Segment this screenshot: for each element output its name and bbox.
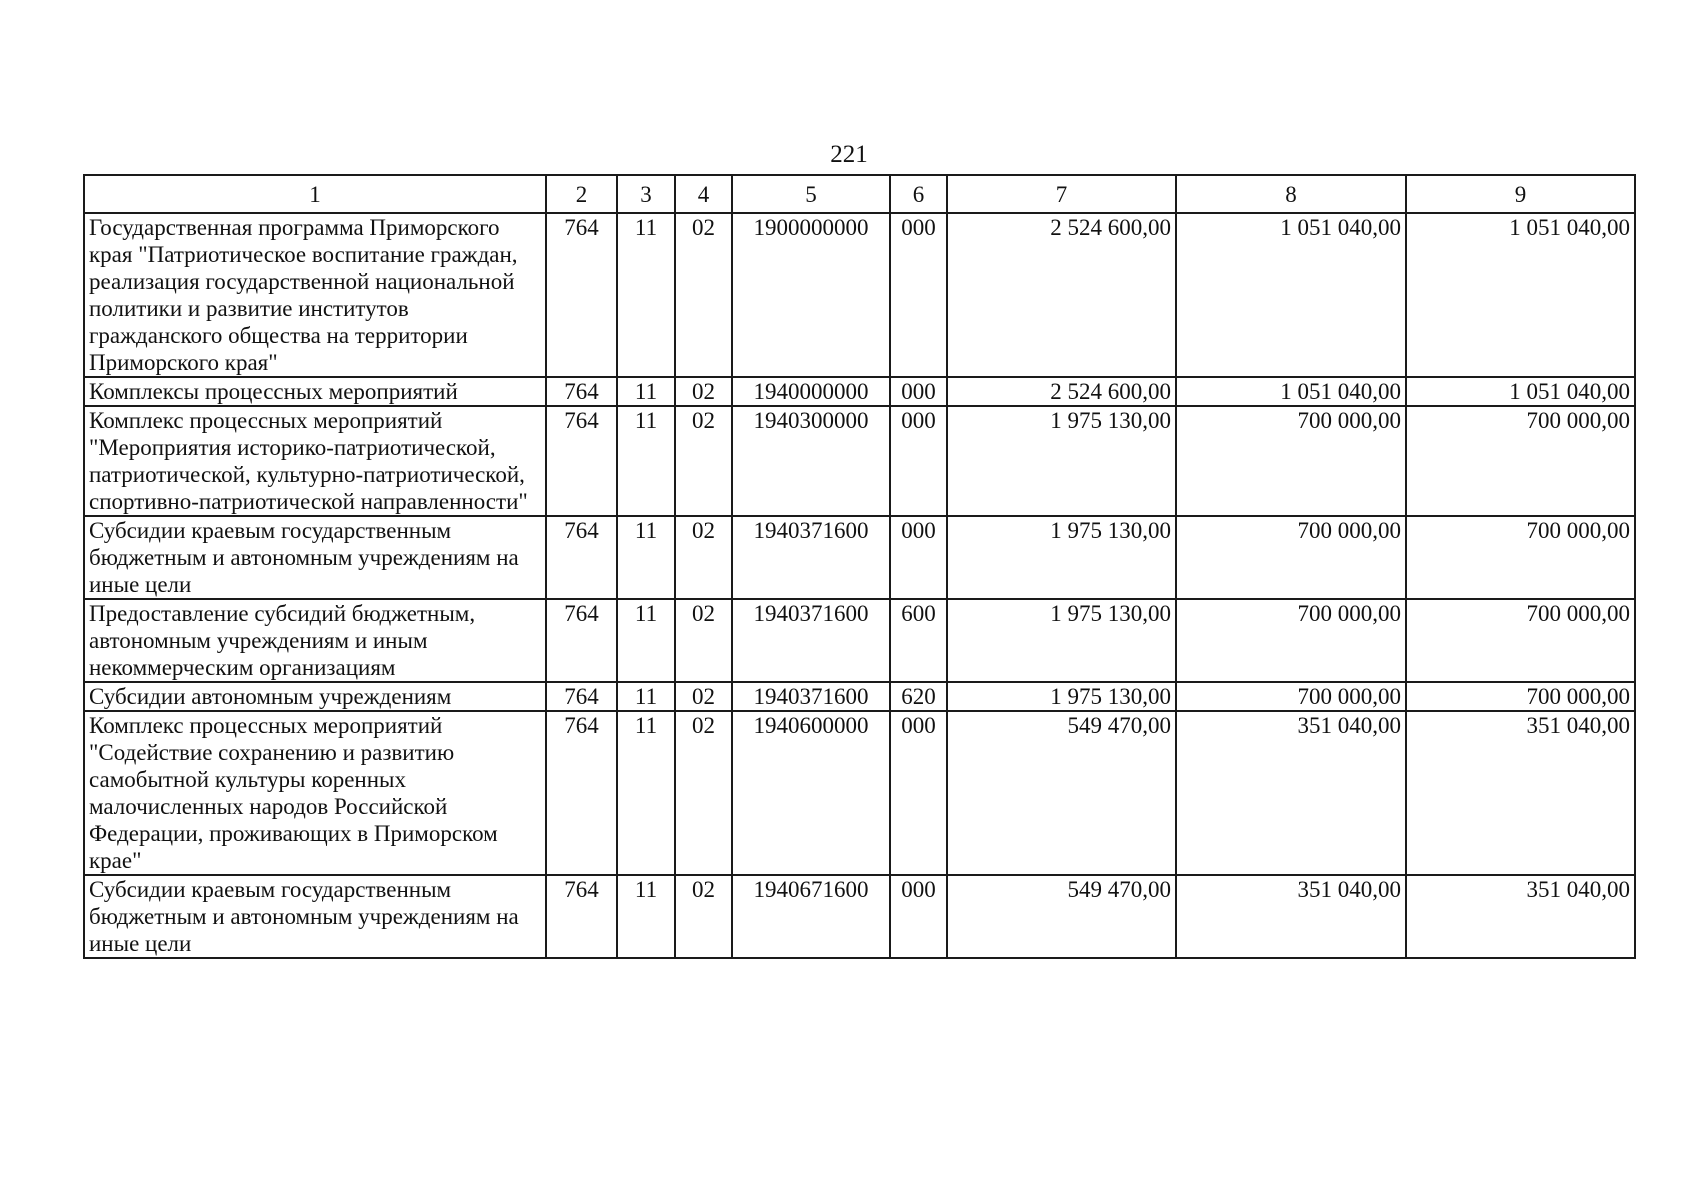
code-cell: 764 [546, 682, 617, 711]
code-cell: 1940300000 [732, 406, 890, 516]
code-cell: 000 [890, 711, 947, 875]
code-cell: 11 [617, 682, 675, 711]
code-cell: 764 [546, 406, 617, 516]
code-cell: 000 [890, 516, 947, 599]
code-cell: 000 [890, 377, 947, 406]
amount-cell: 700 000,00 [1406, 682, 1635, 711]
column-header: 7 [947, 175, 1176, 213]
code-cell: 764 [546, 213, 617, 377]
amount-cell: 700 000,00 [1176, 599, 1406, 682]
row-name: Комплексы процессных мероприятий [84, 377, 546, 406]
code-cell: 000 [890, 875, 947, 958]
amount-cell: 1 975 130,00 [947, 516, 1176, 599]
code-cell: 02 [675, 682, 732, 711]
budget-table [83, 174, 1636, 959]
code-cell: 1940671600 [732, 875, 890, 958]
code-cell: 02 [675, 599, 732, 682]
code-cell: 02 [675, 213, 732, 377]
table-row [84, 599, 1635, 682]
amount-cell: 700 000,00 [1176, 516, 1406, 599]
code-cell: 11 [617, 875, 675, 958]
amount-cell: 700 000,00 [1176, 406, 1406, 516]
column-header: 3 [617, 175, 675, 213]
amount-cell: 1 975 130,00 [947, 599, 1176, 682]
table-row [84, 213, 1635, 377]
row-name: Предоставление субсидий бюджетным, автономным учреждениям и иным некоммерческим организациям [84, 599, 546, 682]
amount-cell: 1 051 040,00 [1406, 377, 1635, 406]
code-cell: 11 [617, 516, 675, 599]
amount-cell: 549 470,00 [947, 711, 1176, 875]
code-cell: 000 [890, 406, 947, 516]
code-cell: 02 [675, 406, 732, 516]
amount-cell: 1 051 040,00 [1406, 213, 1635, 377]
code-cell: 000 [890, 213, 947, 377]
code-cell: 11 [617, 377, 675, 406]
code-cell: 02 [675, 377, 732, 406]
table-row [84, 875, 1635, 958]
code-cell: 764 [546, 875, 617, 958]
amount-cell: 549 470,00 [947, 875, 1176, 958]
row-name: Субсидии автономным учреждениям [84, 682, 546, 711]
code-cell: 764 [546, 599, 617, 682]
amount-cell: 351 040,00 [1176, 875, 1406, 958]
code-cell: 02 [675, 711, 732, 875]
column-header: 5 [732, 175, 890, 213]
code-cell: 1940371600 [732, 516, 890, 599]
code-cell: 1940000000 [732, 377, 890, 406]
table-row [84, 711, 1635, 875]
code-cell: 11 [617, 599, 675, 682]
amount-cell: 2 524 600,00 [947, 377, 1176, 406]
header-row [84, 175, 1635, 213]
code-cell: 620 [890, 682, 947, 711]
amount-cell: 1 051 040,00 [1176, 213, 1406, 377]
amount-cell: 351 040,00 [1176, 711, 1406, 875]
table-row [84, 377, 1635, 406]
column-header: 6 [890, 175, 947, 213]
code-cell: 1940371600 [732, 682, 890, 711]
table-row [84, 406, 1635, 516]
code-cell: 1940371600 [732, 599, 890, 682]
row-name: Субсидии краевым государственным бюджетным и автономным учреждениям на иные цели [84, 875, 546, 958]
table-row [84, 516, 1635, 599]
row-name: Государственная программа Приморского края "Патриотическое воспитание граждан, реализация государственной национальной политики и развитие институтов гражданского общества на территории Приморского края" [84, 213, 546, 377]
row-name: Комплекс процессных мероприятий "Содействие сохранению и развитию самобытной культуры коренных малочисленных народов Российской Федерации, проживающих в Приморском крае" [84, 711, 546, 875]
column-header: 1 [84, 175, 546, 213]
column-header: 4 [675, 175, 732, 213]
amount-cell: 351 040,00 [1406, 711, 1635, 875]
amount-cell: 700 000,00 [1406, 516, 1635, 599]
row-name: Комплекс процессных мероприятий "Мероприятия историко-патриотической, патриотической, культурно-патриотической, спортивно-патриотической направленности" [84, 406, 546, 516]
column-header: 9 [1406, 175, 1635, 213]
code-cell: 02 [675, 516, 732, 599]
amount-cell: 1 975 130,00 [947, 406, 1176, 516]
amount-cell: 2 524 600,00 [947, 213, 1176, 377]
column-header: 2 [546, 175, 617, 213]
amount-cell: 700 000,00 [1406, 599, 1635, 682]
amount-cell: 1 051 040,00 [1176, 377, 1406, 406]
amount-cell: 700 000,00 [1176, 682, 1406, 711]
code-cell: 764 [546, 377, 617, 406]
column-header: 8 [1176, 175, 1406, 213]
code-cell: 764 [546, 516, 617, 599]
code-cell: 11 [617, 711, 675, 875]
table-row [84, 682, 1635, 711]
page-number: 221 [830, 141, 868, 168]
amount-cell: 351 040,00 [1406, 875, 1635, 958]
code-cell: 02 [675, 875, 732, 958]
code-cell: 11 [617, 406, 675, 516]
row-name: Субсидии краевым государственным бюджетным и автономным учреждениям на иные цели [84, 516, 546, 599]
code-cell: 764 [546, 711, 617, 875]
code-cell: 1940600000 [732, 711, 890, 875]
code-cell: 11 [617, 213, 675, 377]
code-cell: 600 [890, 599, 947, 682]
amount-cell: 700 000,00 [1406, 406, 1635, 516]
code-cell: 1900000000 [732, 213, 890, 377]
amount-cell: 1 975 130,00 [947, 682, 1176, 711]
